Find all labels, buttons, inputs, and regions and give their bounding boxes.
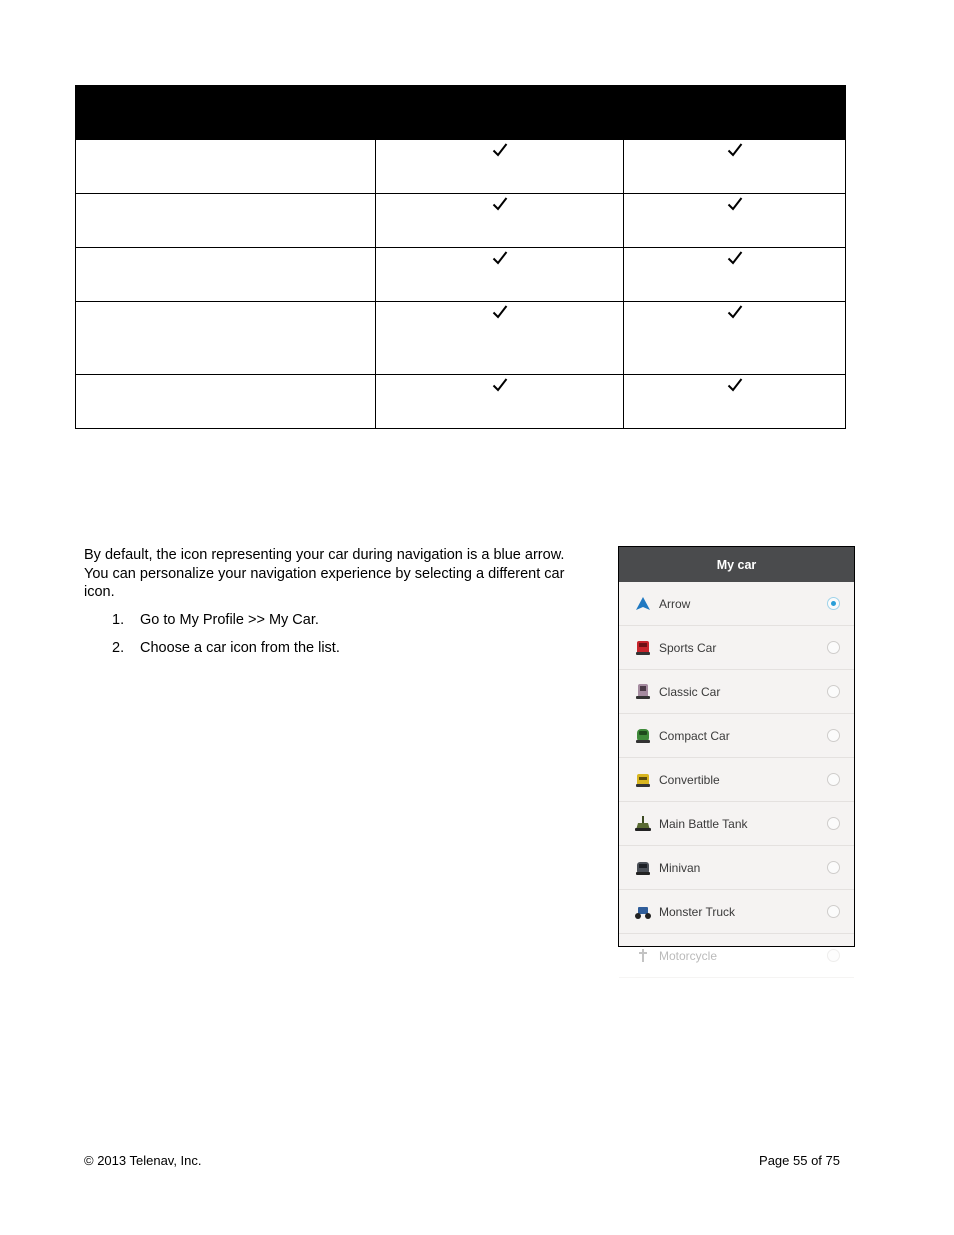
checkmark-icon: [492, 251, 508, 265]
checkmark-icon: [492, 378, 508, 392]
list-item[interactable]: [619, 670, 854, 714]
step-text: Go to My Profile >> My Car.: [140, 612, 319, 628]
check-cell: [376, 248, 624, 302]
table-header-row: [76, 86, 846, 140]
radio-button[interactable]: [827, 641, 840, 654]
step-number: 2.: [112, 640, 125, 656]
list-item[interactable]: [619, 714, 854, 758]
radio-button[interactable]: [827, 949, 840, 962]
check-cell: [624, 194, 846, 248]
list-item[interactable]: [619, 626, 854, 670]
motorcycle-icon: [634, 947, 652, 965]
intro-paragraph: By default, the icon representing your car during navigation is a blue arrow. You can personalize your navigation experience by selecting a different car icon.: [84, 547, 565, 600]
checkmark-icon: [727, 378, 743, 392]
radio-button[interactable]: [827, 905, 840, 918]
check-cell: [624, 302, 846, 375]
radio-button[interactable]: [827, 597, 840, 610]
table-header-cell: [376, 86, 624, 140]
convertible-icon: [634, 771, 652, 789]
checkmark-icon: [492, 305, 508, 319]
car-label: Main Battle Tank: [659, 816, 748, 831]
car-icon-list: [619, 582, 854, 978]
sports-car-icon: [634, 639, 652, 657]
checkmark-icon: [727, 143, 743, 157]
step-text: Choose a car icon from the list.: [140, 640, 340, 656]
feature-cell: [76, 194, 376, 248]
list-item[interactable]: [619, 846, 854, 890]
radio-button[interactable]: [827, 861, 840, 874]
screen-title: My car: [619, 547, 854, 582]
list-item[interactable]: [619, 582, 854, 626]
radio-button[interactable]: [827, 685, 840, 698]
table-row: [76, 194, 846, 248]
car-label: Arrow: [659, 596, 691, 611]
checkmark-icon: [492, 143, 508, 157]
list-item[interactable]: [619, 890, 854, 934]
classic-car-icon: [634, 683, 652, 701]
list-item: [84, 611, 340, 639]
feature-table: [75, 85, 846, 429]
tank-icon: [634, 815, 652, 833]
step-number: 1.: [112, 612, 125, 628]
arrow-icon: [634, 595, 652, 613]
check-cell: [376, 375, 624, 429]
checkmark-icon: [492, 197, 508, 211]
table-header-cell: [76, 86, 376, 140]
monster-truck-icon: [634, 903, 652, 921]
feature-cell: [76, 140, 376, 194]
my-car-screenshot: [618, 546, 855, 963]
copyright: © 2013 Telenav, Inc.: [84, 1153, 202, 1168]
radio-button[interactable]: [827, 729, 840, 742]
car-label: Motorcycle: [659, 948, 718, 963]
feature-cell: [76, 248, 376, 302]
check-cell: [624, 375, 846, 429]
check-cell: [624, 248, 846, 302]
table-header-cell: [624, 86, 846, 140]
list-item: [84, 639, 340, 667]
checkmark-icon: [727, 197, 743, 211]
minivan-icon: [634, 859, 652, 877]
steps-list: [84, 611, 340, 667]
feature-cell: [76, 375, 376, 429]
table-row: [76, 140, 846, 194]
feature-cell: [76, 302, 376, 375]
check-cell: [376, 302, 624, 375]
checkmark-icon: [727, 251, 743, 265]
check-cell: [376, 194, 624, 248]
car-label: Compact Car: [659, 728, 730, 743]
car-label: Monster Truck: [659, 904, 736, 919]
radio-button[interactable]: [827, 817, 840, 830]
list-item[interactable]: [619, 802, 854, 846]
table-row: [76, 248, 846, 302]
list-item[interactable]: [619, 934, 854, 978]
car-label: Minivan: [659, 860, 701, 875]
check-cell: [376, 140, 624, 194]
radio-button[interactable]: [827, 773, 840, 786]
check-cell: [624, 140, 846, 194]
car-label: Convertible: [659, 772, 720, 787]
list-item[interactable]: [619, 758, 854, 802]
car-label: Sports Car: [659, 640, 717, 655]
table-row: [76, 302, 846, 375]
compact-car-icon: [634, 727, 652, 745]
checkmark-icon: [727, 305, 743, 319]
page-number: Page 55 of 75: [759, 1153, 840, 1168]
table-row: [76, 375, 846, 429]
car-label: Classic Car: [659, 684, 721, 699]
